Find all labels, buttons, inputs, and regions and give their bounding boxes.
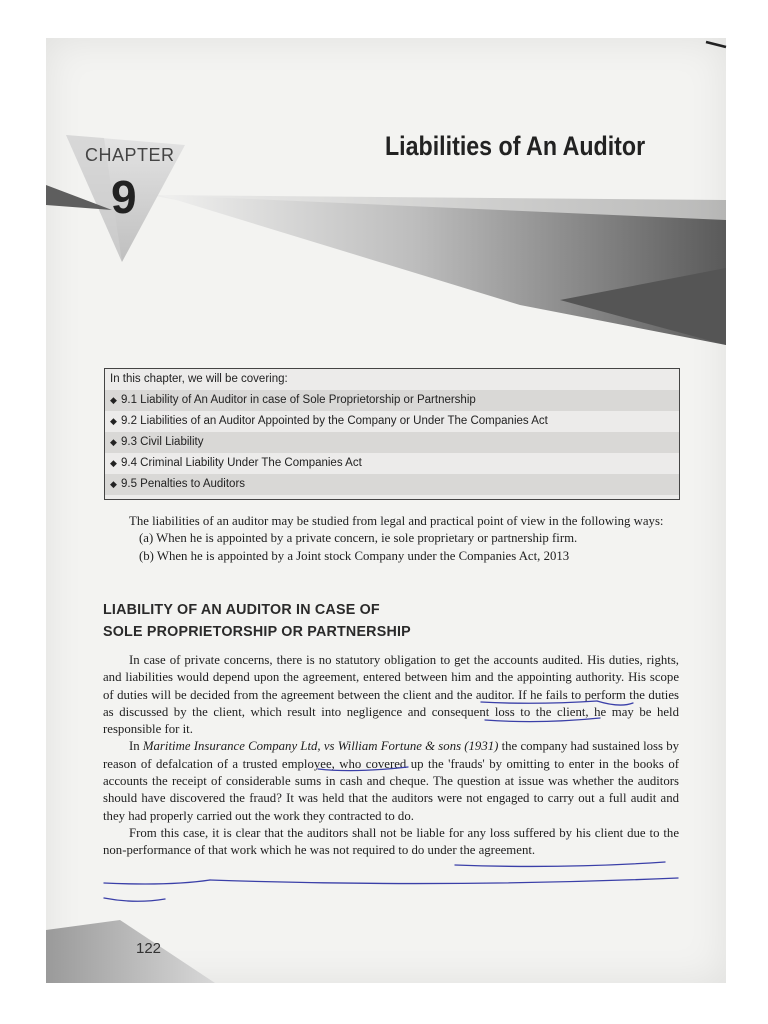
body-paragraph: In case of private concerns, there is no statutory obligation to get the accounts audited. His duties, rights, and liabilities would depend upon the agreement, entered between him and the appointing authority. His scope of duties will be decided from the agreement between the client and the auditor. If he fails to perform the duties as discussed by the client, which result into negligence and consequent loss to the client, he may be held responsible for it. <box>103 653 679 737</box>
case-prefix: In <box>129 739 143 754</box>
toc-item-label: 9.1 Liability of An Auditor in case of Sole Proprietorship or Partnership <box>121 394 476 406</box>
intro-paragraph: The liabilities of an auditor may be studied from legal and practical point of view in the following ways: <box>129 514 664 528</box>
banner-band-main <box>160 195 726 345</box>
toc-item <box>105 390 679 411</box>
toc-item <box>105 453 679 474</box>
toc-item <box>105 411 679 432</box>
section-heading-line: LIABILITY OF AN AUDITOR IN CASE OF <box>103 602 380 618</box>
intro-block <box>103 513 679 565</box>
case-text: the company had sustained loss by reason of defalcation of a trusted employee, who covered up the 'frauds' by omitting to enter in the books of accounts the receipt of considerable sums in cash and cheque. The question at issue was whether the auditors should have discovered the fraud? It was held that the auditors were not engaged to carry out a full audit and they had properly carried out the work they contracted to do. <box>103 739 679 823</box>
footer-band <box>46 920 215 983</box>
case-citation: Maritime Insurance Company Ltd, vs William Fortune & sons (1931) <box>142 739 499 754</box>
section-heading-line: SOLE PROPRIETORSHIP OR PARTNERSHIP <box>103 624 411 640</box>
diamond-bullet-icon: ◆ <box>110 479 117 489</box>
toc-item <box>105 474 679 495</box>
toc-item-label: 9.5 Penalties to Auditors <box>121 478 246 490</box>
conclusion-paragraph: From this case, it is clear that the auditors shall not be liable for any loss suffered by his client due to the non-performance of that work which he was not required to do under the agreement. <box>103 825 679 858</box>
chapter-label: CHAPTER <box>85 145 175 165</box>
chapter-number: 9 <box>111 171 137 223</box>
intro-item-a: (a) When he is appointed by a private concern, ie sole proprietary or partnership firm. <box>139 531 578 546</box>
toc-item-label: 9.2 Liabilities of an Auditor Appointed by the Company or Under The Companies Act <box>121 415 548 427</box>
diamond-bullet-icon: ◆ <box>110 458 117 468</box>
toc-item-label: 9.3 Civil Liability <box>121 436 204 448</box>
toc-item-label: 9.4 Criminal Liability Under The Companies Act <box>121 457 362 469</box>
page-corner-mark <box>706 42 726 47</box>
diamond-bullet-icon: ◆ <box>110 395 117 405</box>
diamond-bullet-icon: ◆ <box>110 416 117 426</box>
toc-item <box>105 432 679 453</box>
intro-item-b: (b) When he is appointed by a Joint stock Company under the Companies Act, 2013 <box>139 548 570 563</box>
page-number: 122 <box>136 940 162 957</box>
case-paragraph <box>103 738 679 824</box>
chapter-contents-box <box>104 368 680 500</box>
section-body <box>103 652 679 860</box>
chapter-title: Liabilities of An Auditor <box>385 131 646 161</box>
section-heading <box>103 599 523 643</box>
diamond-bullet-icon: ◆ <box>110 437 117 447</box>
toc-heading: In this chapter, we will be covering: <box>110 373 288 385</box>
